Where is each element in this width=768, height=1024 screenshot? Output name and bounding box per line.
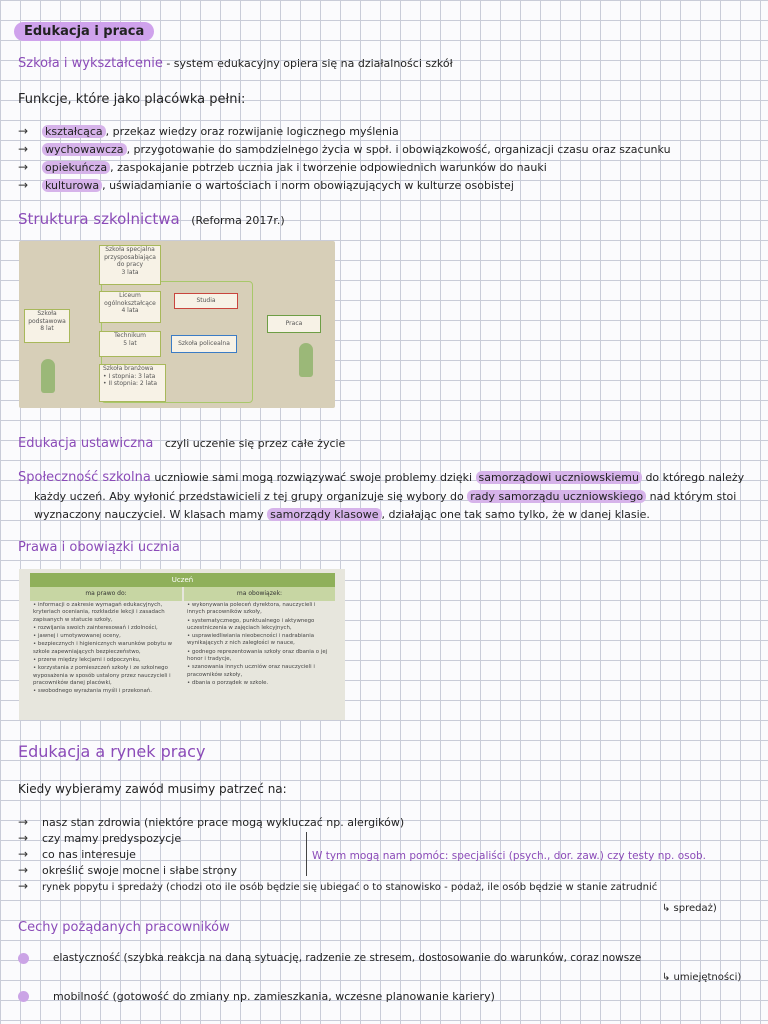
rights-col-list (33, 602, 181, 697)
lifelong-desc: czyli uczenie się przez całe życie (164, 437, 346, 450)
page-title-wrap (14, 20, 154, 39)
box-text: 4 lata (121, 307, 139, 314)
box-text: 3 lata (121, 268, 139, 276)
function-desc: , zaspokajanie potrzeb ucznia jak i tworzenie odpowiednich warunków do nauki (110, 161, 547, 174)
market-item-text: określić swoje mocne i słabe strony (42, 864, 237, 877)
market-item-text: co nas interesuje (42, 848, 136, 861)
function-desc: , uświadamianie o wartościach i norm obowiązujących w kulturze osobistej (102, 179, 514, 192)
structure-heading-line (18, 210, 285, 228)
arrow-icon: → (18, 815, 29, 829)
rights-table-image (19, 569, 345, 720)
market-heading: Edukacja a rynek pracy (18, 742, 206, 761)
rights-heading: Prawa i obowiązki ucznia (18, 540, 180, 555)
rights-item: • jawnej i umotywowanej oceny, (33, 633, 121, 640)
rights-item: • informacji o zakresie wymagań edukacyjnych, kryteriach oceniania, rozkładzie lekcji i zasadach zapisanych w statucie szkoły, (33, 602, 165, 623)
box-praca: Praca (267, 315, 321, 333)
community-highlight: samorządowi uczniowskiemu (476, 471, 642, 484)
box-policealna: Szkoła policealna (171, 335, 237, 353)
trait-text: mobilność (gotowość do zmiany np. zamieszkania, wczesne planowanie kariery) (53, 990, 495, 1003)
market-item-text: rynek popytu i spredaży (chodzi oto ile osób będzie się ubiegać o to stanowisko - podaż, ile osób będzie w stanie zatrudnić (42, 882, 658, 893)
rights-item: • rozwijania swoich zainteresowań i zdolności, (33, 624, 158, 631)
rights-col-title: ma prawo do: (30, 587, 182, 601)
community-heading: Społeczność szkolna (18, 470, 151, 485)
student-figure-icon (41, 359, 55, 393)
community-text: nad którym stoi (649, 490, 737, 503)
structure-heading: Struktura szkolnictwa (18, 210, 180, 228)
worker-figure-icon (299, 343, 313, 377)
page-title: Edukacja i praca (14, 22, 154, 41)
function-item (18, 160, 671, 174)
arrow-icon: → (18, 142, 29, 156)
box-technikum (99, 331, 161, 357)
box-text: • II stopnia: 2 lata (103, 380, 158, 387)
function-item (18, 178, 671, 192)
box-liceum (99, 291, 161, 323)
function-item (18, 142, 671, 156)
duty-item: • dbania o porządek w szkole. (187, 679, 269, 686)
duty-item: • wykonywania poleceń dyrektora, nauczycieli i innych pracowników szkoły, (187, 602, 316, 616)
trait-cont: ↳ umiejętności) (662, 972, 742, 983)
lifelong-line (18, 436, 345, 451)
box-text: 5 lat (123, 339, 137, 347)
duty-item: • usprawiedliwiania nieobecności i nadrabiania wynikających z nich zaległości w nauce, (187, 633, 315, 647)
function-term: kulturowa (42, 179, 102, 192)
function-desc: , przygotowanie do samodzielnego życia w społ. i obowiązkowość, organizacji czasu oraz szacunku (126, 143, 671, 156)
trait-item (18, 952, 641, 964)
box-primary-school (24, 309, 70, 343)
market-tail: ↳ spredaż) (662, 903, 717, 914)
functions-heading: Funkcje, które jako placówka pełni: (18, 92, 246, 107)
function-item (18, 124, 671, 138)
community-text: wyznaczony nauczyciel. W klasach mamy (34, 508, 264, 521)
arrow-icon: → (18, 178, 29, 192)
structure-note: (Reforma 2017r.) (191, 214, 285, 227)
box-text: 8 lat (40, 325, 54, 332)
community-text: uczniowie sami mogą rozwiązywać swoje problemy dzięki (154, 471, 473, 484)
bracket-divider (300, 832, 307, 876)
function-desc: , przekaz wiedzy oraz rozwijanie logicznego myślenia (105, 125, 399, 138)
function-term: wychowawcza (42, 143, 127, 156)
community-text: do którego należy (645, 471, 745, 484)
community-text: każdy uczeń. Aby wyłonić przedstawicieli z tej grupy organizuje się wybory do (34, 490, 464, 503)
box-studia: Studia (174, 293, 238, 309)
rights-item: • przerw między lekcjami i odpoczynku, (33, 657, 141, 664)
trait-item (18, 990, 495, 1003)
rights-item: • korzystania z pomieszczeń szkoły i ze szkolnego wyposażenia w sposób ustalony przez nauczycieli i pracowników danej placówki, (33, 665, 171, 686)
bullet-dot-icon (18, 991, 29, 1002)
box-text: Technikum (114, 332, 146, 339)
duty-item: • systematycznego, punktualnego i aktywnego uczestniczenia w zajęciach lekcyjnych, (187, 617, 315, 631)
box-text: Liceum (119, 292, 141, 299)
market-item (18, 879, 657, 895)
functions-list (18, 124, 671, 192)
market-item (18, 831, 657, 847)
market-item-text: czy mamy predyspozycje (42, 832, 182, 845)
community-line-1 (18, 470, 744, 485)
community-line-2 (34, 490, 736, 503)
section-school-intro: - system edukacyjny opiera się na działalności szkół (166, 57, 453, 70)
box-special-school (99, 245, 161, 285)
function-term: kształcąca (42, 125, 106, 138)
market-item-text: nasz stan zdrowia (niektóre prace mogą wykluczać np. alergików) (42, 816, 405, 829)
community-line-3 (34, 508, 650, 521)
lifelong-heading: Edukacja ustawiczna (18, 436, 154, 451)
box-branzowa (99, 364, 166, 402)
function-term: opiekuńcza (42, 161, 110, 174)
box-text: Szkoła (37, 310, 57, 317)
section-school-line (18, 56, 453, 71)
box-text: przysposabiająca (104, 253, 156, 261)
arrow-icon: → (18, 124, 29, 138)
rights-item: • swobodnego wyrażania myśli i przekonań. (33, 688, 152, 695)
arrow-icon: → (18, 160, 29, 174)
rights-table-title: Uczeń (30, 573, 335, 587)
box-text: ogólnokształcące (104, 299, 156, 307)
duty-item: • szanowania innych uczniów oraz nauczycieli i pracowników szkoły, (187, 664, 315, 678)
trait-text: elastyczność (szybka reakcja na daną sytuację, radzenie ze stresem, dostosowanie do warunków, coraz nowsze (53, 952, 642, 964)
arrow-icon: → (18, 879, 29, 893)
box-text: Szkoła specjalna (105, 246, 155, 253)
arrow-icon: → (18, 847, 29, 861)
market-side-note: W tym mogą nam pomóc: specjaliści (psych., dor. zaw.) czy testy np. osob. (312, 850, 707, 862)
community-highlight: samorządy klasowe (267, 508, 381, 521)
duty-item: • godnego reprezentowania szkoły oraz dbania o jej honor i tradycje, (187, 648, 328, 663)
market-item (18, 815, 657, 831)
market-intro: Kiedy wybieramy zawód musimy patrzeć na: (18, 782, 287, 796)
box-text: • I stopnia: 3 lata (103, 372, 156, 380)
community-highlight: rady samorządu uczniowskiego (467, 490, 646, 503)
bullet-dot-icon (18, 953, 29, 964)
section-school-heading: Szkoła i wykształcenie (18, 56, 163, 71)
box-text: podstawowa (28, 317, 66, 325)
box-text: do pracy (116, 261, 144, 268)
community-text: , działając one tak samo tylko, że w danej klasie. (381, 508, 650, 521)
duties-col-list (187, 602, 333, 688)
arrow-icon: → (18, 831, 29, 845)
rights-item: • bezpiecznych i higienicznych warunków pobytu w szkole zapewniających bezpieczeństwo, (33, 641, 173, 655)
arrow-icon: → (18, 863, 29, 877)
duties-col-title: ma obowiązek: (184, 587, 335, 601)
box-text: Szkoła branżowa (103, 365, 154, 372)
traits-heading: Cechy pożądanych pracowników (18, 920, 230, 935)
market-item (18, 863, 657, 879)
school-structure-diagram (19, 241, 335, 408)
